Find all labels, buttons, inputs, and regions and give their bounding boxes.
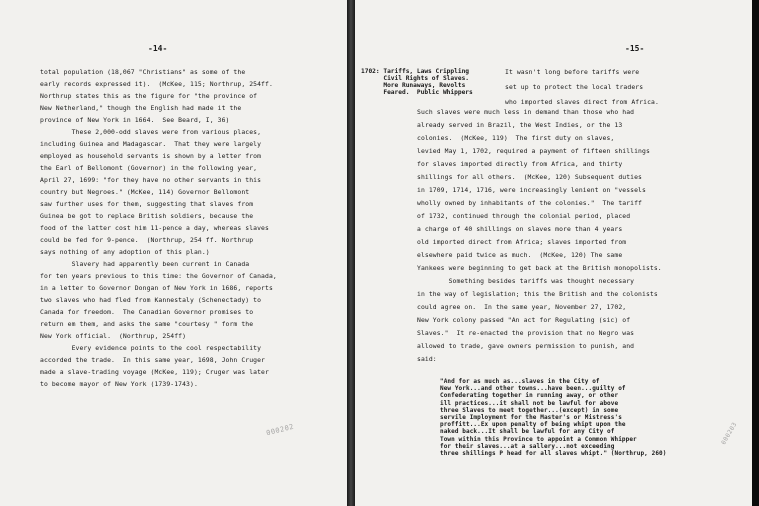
text-line: said:	[417, 355, 437, 363]
text-line: early records expressed it). (McKee, 115; Northrup, 254ff.	[40, 80, 273, 88]
text-line: These 2,000-odd slaves were from various places,	[40, 128, 262, 136]
quote-line: proffitt...Ex upon penalty of being whipt upon the	[440, 421, 626, 429]
text-line: Slaves." It re-enacted the provision that no Negro was	[417, 329, 635, 337]
text-line: Something besides tariffs was thought necessary	[417, 277, 635, 285]
text-line: for slaves imported directly from Africa, and thirty	[417, 160, 623, 168]
text-line: in the way of legislation; this the British and the colonists	[417, 290, 658, 298]
text-line: old imported direct from Africa; slaves imported from	[417, 238, 627, 246]
text-line: could be fed for 9-pence. (Northrup, 254 ff. Northrup	[40, 236, 254, 244]
quote-line: "And for as much as...slaves in the City of	[440, 378, 600, 385]
text-line: wholly owned by inhabitants of the colonies." The tariff	[417, 199, 643, 207]
quote-line: three shillings P head for all slaves whipt." (Northrup, 260)	[440, 450, 667, 457]
archive-stamp: 000203	[720, 421, 739, 446]
text-line: of 1732, continued through the colonial period, placed	[417, 212, 631, 220]
quote-line: servile Imployment for the Master's or Mistress's	[440, 414, 622, 421]
text-line: saw further uses for them, suggesting that slaves from	[40, 200, 254, 208]
text-line: elsewhere paid twice as much. (McKee, 120) The same	[417, 251, 623, 259]
text-line: Guinea be got to replace British soldiers, because the	[40, 212, 254, 220]
text-line: in 1709, 1714, 1716, were increasingly lenient on "vessels	[417, 186, 646, 194]
text-line: to become mayor of New York (1739-1743).	[40, 380, 198, 388]
text-line: says nothing of any adoption of this plan.)	[40, 248, 210, 256]
text-line: in a letter to Governor Dongan of New York in 1686, reports	[40, 284, 273, 292]
text-line: shillings for all others. (McKee, 120) Subsequent duties	[417, 173, 643, 181]
text-line: including Guinea and Madagascar. That they were largely	[40, 140, 262, 148]
margin-note: 1702: Tariffs, Laws Crippling Civil Rights of Slaves. More Runaways, Revolts Feared. Public Whippers	[361, 68, 473, 96]
text-line: allowed to trade, gave owners permission to punish, and	[417, 342, 635, 350]
text-line: total population (18,067 "Christians" as some of the	[40, 68, 246, 76]
text-line: New York colony passed "An act for Regulating (sic) of	[417, 316, 631, 324]
left-page	[0, 0, 347, 506]
text-line: food of the latter cost him 11-pence a day, whereas slaves	[40, 224, 269, 232]
text-line: made a slave-trading voyage (McKee, 119); Cruger was later	[40, 368, 269, 376]
text-line: two slaves who had fled from Kannestaly (Schenectady) to	[40, 296, 262, 304]
text-line: New Netherland," though the English had made it the	[40, 104, 242, 112]
quote-line: New York...and other towns...have been...guilty of	[440, 385, 626, 393]
text-line: New York official. (Northrup, 254ff)	[40, 332, 187, 340]
text-line: Such slaves were much less in demand than those who had	[417, 108, 635, 116]
right-page	[355, 0, 752, 506]
quote-line: ill practices...it shall not be lawful for above	[440, 399, 619, 407]
text-line: Canada for freedom. The Canadian Governor promises to	[40, 308, 254, 316]
text-line: Slavery had apparently been current in Canada	[40, 260, 250, 268]
text-line: employed as household servants is shown by a letter from	[40, 152, 262, 160]
text-line: the Earl of Bellomont (Governor) in the following year,	[40, 164, 258, 172]
text-line: April 27, 1699: "for they have no other servants in this	[40, 176, 262, 184]
text-line: levied May 1, 1702, required a payment of fifteen shillings	[417, 147, 650, 155]
scan-border	[752, 0, 759, 506]
text-line: colonies. (McKee, 119) The first duty on slaves,	[417, 134, 615, 142]
quote-line: for their slaves...at a sallery...not exceeding	[440, 442, 615, 450]
text-line: It wasn't long before tariffs were	[505, 68, 640, 76]
archive-stamp: 000202	[265, 422, 295, 438]
text-line: who imported slaves direct from Africa.	[505, 98, 659, 106]
text-line: Yankees were beginning to get back at the British monopolists.	[417, 264, 662, 272]
text-line: already served in Brazil, the West Indies, or the 13	[417, 121, 623, 129]
page-number: -14-	[148, 44, 168, 53]
page-number: -15-	[625, 44, 645, 53]
text-line: province of New York in 1664. See Beard, I, 36)	[40, 116, 230, 124]
quote-line: naked back...It shall be lawful for any City of	[440, 428, 615, 436]
text-line: Every evidence points to the cool respectability	[40, 344, 262, 352]
text-line: set up to protect the local traders	[505, 83, 644, 91]
text-line: accorded the trade. In this same year, 1698, John Cruger	[40, 356, 266, 364]
text-line: return em them, and asks the same "courtesy " form the	[40, 320, 254, 328]
text-line: could agree on. In the same year, November 27, 1702,	[417, 303, 627, 311]
quote-line: Town within this Province to appoint a Common Whipper	[440, 435, 637, 443]
quote-line: three Slaves to meet together...(except) in some	[440, 406, 619, 414]
text-line: for ten years previous to this time: the Governor of Canada,	[40, 272, 277, 280]
text-line: country but Negroes." (McKee, 114) Governor Bellomont	[40, 188, 250, 196]
quote-line: Confederating together in running away, or other	[440, 392, 619, 400]
book-gutter	[347, 0, 355, 506]
text-line: a charge of 40 shillings on slaves more than 4 years	[417, 225, 623, 233]
text-line: Northrup states this as the figure for "the province of	[40, 92, 258, 100]
